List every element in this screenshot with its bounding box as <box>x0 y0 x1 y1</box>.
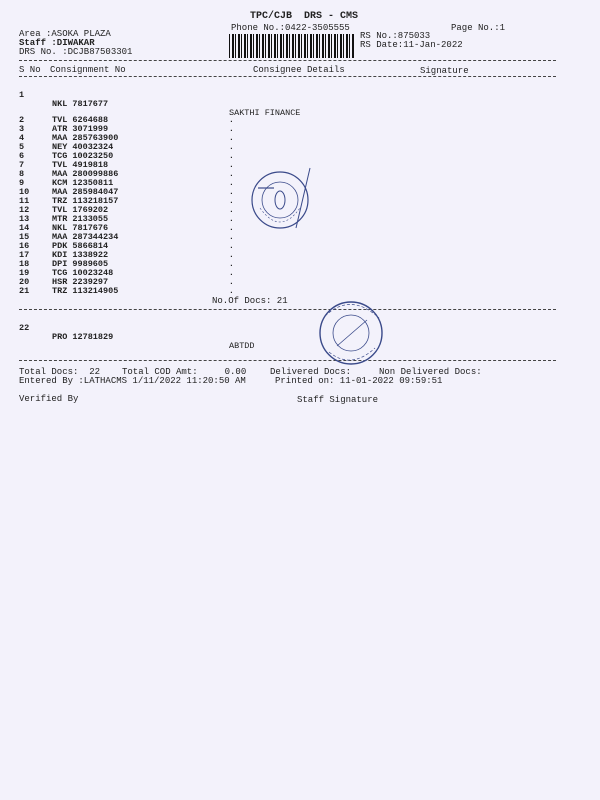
rs-date: RS Date:11-Jan-2022 <box>360 40 463 50</box>
row-sno: 11 <box>19 196 30 206</box>
staff-label: Staff :DIWAKAR <box>19 38 95 48</box>
row-sno: 2 <box>19 115 25 125</box>
row-consignee-placeholder: . <box>229 269 234 278</box>
divider <box>19 360 556 361</box>
row-sno: 19 <box>19 268 30 278</box>
total-cod-amount: Total COD Amt: 0.00 <box>122 367 247 377</box>
column-header-consignment: Consignment No <box>50 65 126 75</box>
row-consignee-placeholder: . <box>229 161 234 170</box>
total-docs: Total Docs: 22 <box>19 367 101 377</box>
row-consignee-placeholder: . <box>229 206 234 215</box>
row-sno: 14 <box>19 223 30 233</box>
row-sno: 1 <box>19 90 25 100</box>
row-sno: 4 <box>19 133 25 143</box>
row-consignment: ATR 3071999 <box>52 124 109 134</box>
barcode-icon <box>229 34 355 58</box>
document-title: TPC/CJB DRS - CMS <box>250 11 359 22</box>
row-consignment: KCM 12350811 <box>52 178 114 188</box>
row-sno: 5 <box>19 142 25 152</box>
table-row <box>0 315 600 351</box>
row-sno: 13 <box>19 214 30 224</box>
row-sno: 21 <box>19 286 30 296</box>
row-consignee-placeholder: . <box>229 260 234 269</box>
column-header-sno: S No <box>19 65 41 75</box>
divider <box>19 309 556 310</box>
row-consignment: HSR 2239297 <box>52 277 109 287</box>
row-consignee-placeholder: . <box>229 179 234 188</box>
row-consignee: ABTDD <box>229 341 255 351</box>
row-consignee-placeholder: . <box>229 170 234 179</box>
row-sno: 7 <box>19 160 25 170</box>
row-sno: 10 <box>19 187 30 197</box>
row-sno: 8 <box>19 169 25 179</box>
entered-by: Entered By :LATHACMS 1/11/2022 11:20:50 AM <box>19 376 246 386</box>
row-consignment: KDI 1338922 <box>52 250 109 260</box>
row-consignee-placeholder: . <box>229 242 234 251</box>
row-consignee-placeholder: . <box>229 116 234 125</box>
verified-by: Verified By <box>19 394 79 404</box>
column-header-signature: Signature <box>420 66 469 76</box>
row-sno: 6 <box>19 151 25 161</box>
row-consignee-placeholder: . <box>229 188 234 197</box>
row-sno: 15 <box>19 232 30 242</box>
row-consignment: TVL 4919818 <box>52 160 109 170</box>
row-consignee-placeholder: . <box>229 251 234 260</box>
row-consignment: MTR 2133055 <box>52 214 109 224</box>
row-consignment: NKL 7817677 <box>52 99 109 109</box>
row-consignment: PDK 5866814 <box>52 241 109 251</box>
column-header-consignee: Consignee Details <box>253 65 345 75</box>
row-consignee-placeholder: . <box>229 287 234 296</box>
row-sno: 22 <box>19 323 30 333</box>
row-sno: 18 <box>19 259 30 269</box>
row-consignment: TVL 6264688 <box>52 115 109 125</box>
row-consignment: TCG 10023248 <box>52 268 114 278</box>
row-consignment: MAA 287344234 <box>52 232 119 242</box>
drs-number: DRS No. :DCJB87503301 <box>19 47 133 57</box>
page-number: Page No.:1 <box>451 23 506 33</box>
table-row <box>0 82 600 118</box>
row-consignment: NKL 7817676 <box>52 223 109 233</box>
divider <box>19 76 556 77</box>
row-consignment: TRZ 113218157 <box>52 196 119 206</box>
company-seal-icon <box>315 296 387 370</box>
phone-number: Phone No.:0422-3505555 <box>231 23 350 33</box>
row-consignment: DPI 9989605 <box>52 259 109 269</box>
company-seal-icon <box>248 158 318 238</box>
row-consignee-placeholder: . <box>229 197 234 206</box>
row-sno: 3 <box>19 124 25 134</box>
staff-signature: Staff Signature <box>297 395 379 405</box>
rs-number: RS No.:875033 <box>360 31 431 41</box>
row-consignment: MAA 285984047 <box>52 187 119 197</box>
row-sno: 12 <box>19 205 30 215</box>
row-consignee-placeholder: . <box>229 215 234 224</box>
row-consignee-placeholder: . <box>229 224 234 233</box>
row-consignee-placeholder: . <box>229 143 234 152</box>
row-consignment: TCG 10023250 <box>52 151 114 161</box>
area-label: Area :ASOKA PLAZA <box>19 29 111 39</box>
row-consignee-placeholder: . <box>229 125 234 134</box>
row-consignee-placeholder: . <box>229 152 234 161</box>
row-sno: 17 <box>19 250 30 260</box>
row-consignment: NEY 40032324 <box>52 142 114 152</box>
row-consignment: TVL 1769202 <box>52 205 109 215</box>
printed-on: Printed on: 11-01-2022 09:59:51 <box>275 376 443 386</box>
row-consignee: SAKTHI FINANCE <box>229 108 301 118</box>
row-sno: 9 <box>19 178 25 188</box>
row-consignment: TRZ 113214905 <box>52 286 119 296</box>
row-sno: 16 <box>19 241 30 251</box>
row-consignee-placeholder: . <box>229 233 234 242</box>
divider <box>19 60 556 61</box>
row-consignee-placeholder: . <box>229 278 234 287</box>
row-consignment: PRO 12781829 <box>52 332 114 342</box>
row-consignment: MAA 285763900 <box>52 133 119 143</box>
row-sno: 20 <box>19 277 30 287</box>
non-delivered-docs: Non Delivered Docs: <box>379 367 482 377</box>
row-consignment: MAA 280099886 <box>52 169 119 179</box>
no-of-docs: No.Of Docs: 21 <box>212 296 288 306</box>
delivered-docs: Delivered Docs: <box>270 367 352 377</box>
row-consignee-placeholder: . <box>229 134 234 143</box>
